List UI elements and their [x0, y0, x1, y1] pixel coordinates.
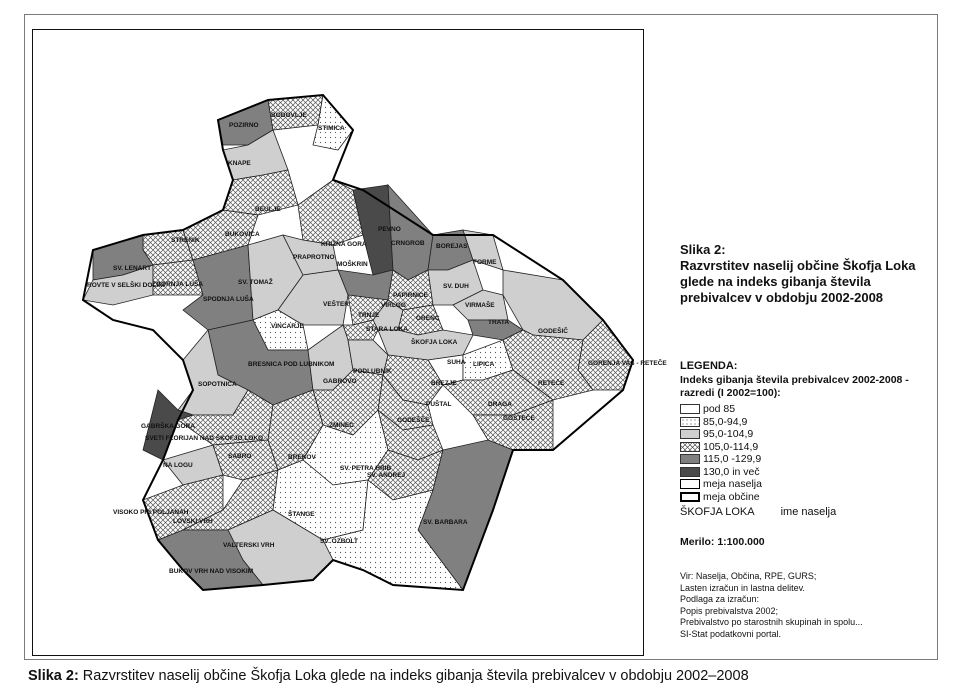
settlement-label: GRENC [416, 315, 440, 322]
settlement-label: GODEŠČE [397, 417, 430, 424]
settlement-label: ŠKOFJA LOKA [411, 339, 458, 346]
source-line: SI-Stat podatkovni portal. [680, 628, 782, 639]
figure-title [680, 242, 935, 306]
legend-name-sample [680, 506, 836, 518]
legend-subtitle-line: Indeks gibanja števila prebivalcev 2002-2008 - [680, 374, 909, 386]
settlement-map [33, 30, 667, 654]
title-line: glede na indeks gibanja števila [680, 274, 871, 289]
source-line: Vir: Naselja, Občina, RPE, GURS; [680, 571, 817, 581]
settlement-label: CRNGROB [391, 240, 425, 247]
legend-name-example: ŠKOFJA LOKA [680, 506, 755, 518]
settlement-label: PAPIRNICE [393, 292, 428, 299]
settlement-label: STIMICA [318, 125, 345, 132]
legend-swatch [680, 404, 700, 414]
settlement-label: SV. PETRA HRIB [340, 465, 392, 472]
settlement-label: SVETI FLORIJAN NAD ŠKOFJO LOKO [145, 435, 264, 442]
settlement-label: ZGORNJA LUŠA [152, 281, 204, 288]
settlement-label: STARA LOKA [366, 326, 408, 333]
legend-item [680, 466, 836, 479]
title-line: prebivalcev v obdobju 2002-2008 [680, 290, 884, 305]
legend-swatch [680, 417, 700, 427]
legend-item [680, 453, 836, 466]
settlement-label: SV. BARBARA [423, 519, 468, 526]
legend-swatch [680, 467, 700, 477]
legend-label: 115,0 -129,9 [703, 453, 762, 466]
settlement-label: VIRLOG [381, 302, 406, 309]
settlement-label: SV. TOMAŽ [238, 279, 273, 286]
settlement-label: PUŠTAL [426, 401, 452, 408]
settlement-label: ŠTANGE [288, 511, 315, 518]
map-scale: Merilo: 1:100.000 [680, 536, 765, 548]
settlement-label: BREZJE [431, 380, 457, 387]
settlement-label: SPODNJA LUŠA [203, 296, 254, 303]
legend-item [680, 416, 836, 429]
title-line: Razvrstitev naselij občine Škofja Loka [680, 258, 916, 273]
legend-label: 105,0-114,9 [703, 440, 759, 453]
settlement-label: BRESNICA POD LUBNIKOM [248, 361, 335, 368]
legend-item [680, 478, 836, 491]
settlement-label: RETEČE [538, 380, 565, 387]
settlement-label: GORENJA VAS - RETEČE [588, 360, 667, 367]
settlement-label: GODEŠIČ [538, 328, 568, 335]
legend-swatch [680, 442, 700, 452]
legend-item [680, 403, 836, 416]
settlement-label: SABRO [228, 453, 252, 460]
legend-swatch [680, 454, 700, 464]
caption-prefix: Slika 2: [28, 668, 79, 684]
settlement-label: MOŠKRIN [337, 261, 368, 268]
legend-title: LEGENDA: [680, 360, 738, 372]
legend-item [680, 428, 836, 441]
settlement-label: SOPOTNICA [198, 381, 237, 388]
settlement-label: BREKOV [288, 454, 316, 461]
source-line: Lasten izračun in lastna delitev. [680, 582, 805, 593]
settlement-label: NA LOGU [163, 462, 193, 469]
figure-caption [28, 668, 749, 684]
settlement-label: GABRŠKA GORA [141, 423, 195, 430]
settlement-label: SV. DUH [443, 283, 469, 290]
map-panel [32, 29, 667, 656]
settlement-label: POZIRNO [229, 122, 259, 129]
legend-label: pod 85 [703, 403, 736, 416]
settlement-label: SV. LENART [113, 265, 152, 272]
settlement-label: VIRMAŠE [465, 302, 495, 309]
legend-subtitle-line: razredi (I 2002=100): [680, 387, 781, 399]
settlement-label: GABROVO [323, 378, 357, 385]
settlement-label: KRIŽNA GORA [321, 241, 367, 248]
legend-name-label: ime naselja [780, 506, 837, 518]
source-line: Prebivalstvo po starostnih skupinah in spolu... [680, 617, 863, 627]
settlement-label: GOSTEČE [503, 415, 535, 422]
legend-items [680, 403, 836, 518]
legend-label: 85,0-94,9 [703, 415, 748, 428]
sources [680, 571, 863, 640]
settlement-label: BUKOVICA [225, 231, 260, 238]
legend-swatch-thin-border [680, 479, 700, 489]
settlement-label: KNAPE [228, 160, 251, 167]
settlement-label: SUHA [447, 359, 466, 366]
settlement-label: BODOVLJE [271, 112, 307, 119]
settlement-label: SV. ANDREJ [367, 472, 406, 479]
settlement-label: VALTERSKI VRH [223, 542, 275, 549]
settlement-label: ZMINEC [329, 422, 354, 429]
title-line: Slika 2: [680, 242, 726, 257]
legend-label: 130,0 in več [703, 465, 760, 478]
settlement-label: TRATA [488, 319, 510, 326]
settlement-label: VISOKO PRI POLJANAH [113, 509, 189, 516]
settlement-label: LOVSKI VRH [173, 518, 213, 525]
legend-swatch [680, 429, 700, 439]
settlement-label: BUKOV VRH NAD VISOKIM [169, 568, 254, 575]
legend-subtitle [680, 374, 940, 400]
legend-item [680, 441, 836, 454]
source-line: Popis prebivalstva 2002; [680, 605, 779, 616]
settlement-label: PEVNO [378, 226, 401, 233]
caption-text: Razvrstitev naselij občine Škofja Loka glede na indeks gibanja števila prebivalcev v obdobju 2002–2008 [78, 668, 749, 684]
settlement-label: PRAPROTNO [293, 254, 335, 261]
settlement-label: VEŠTER [323, 301, 350, 308]
settlement-label: BOREJAS [436, 243, 468, 250]
legend-label: 95,0-104,9 [703, 428, 754, 441]
settlement-label: DRAGA [488, 401, 512, 408]
settlement-label: FORME [473, 259, 497, 266]
settlement-label: VINCARJE [271, 323, 304, 330]
settlement-label: SV. OZBOLT [320, 538, 358, 545]
settlement-label: PODLUBNIK [353, 368, 392, 375]
settlement-label: LIPICA [473, 361, 495, 368]
settlement-label: BEULJE [255, 206, 281, 213]
source-line: Podlaga za izračun: [680, 594, 760, 604]
settlement-label: ROVTE V SELŠKI DOLINI [87, 282, 165, 289]
legend-swatch-thick-border [680, 492, 700, 502]
legend-label: meja občine [703, 490, 760, 503]
settlement-label: STRENIK [171, 237, 200, 244]
legend-label: meja naselja [703, 478, 762, 491]
settlement-label: TRNJE [358, 312, 380, 319]
legend-item [680, 491, 836, 504]
